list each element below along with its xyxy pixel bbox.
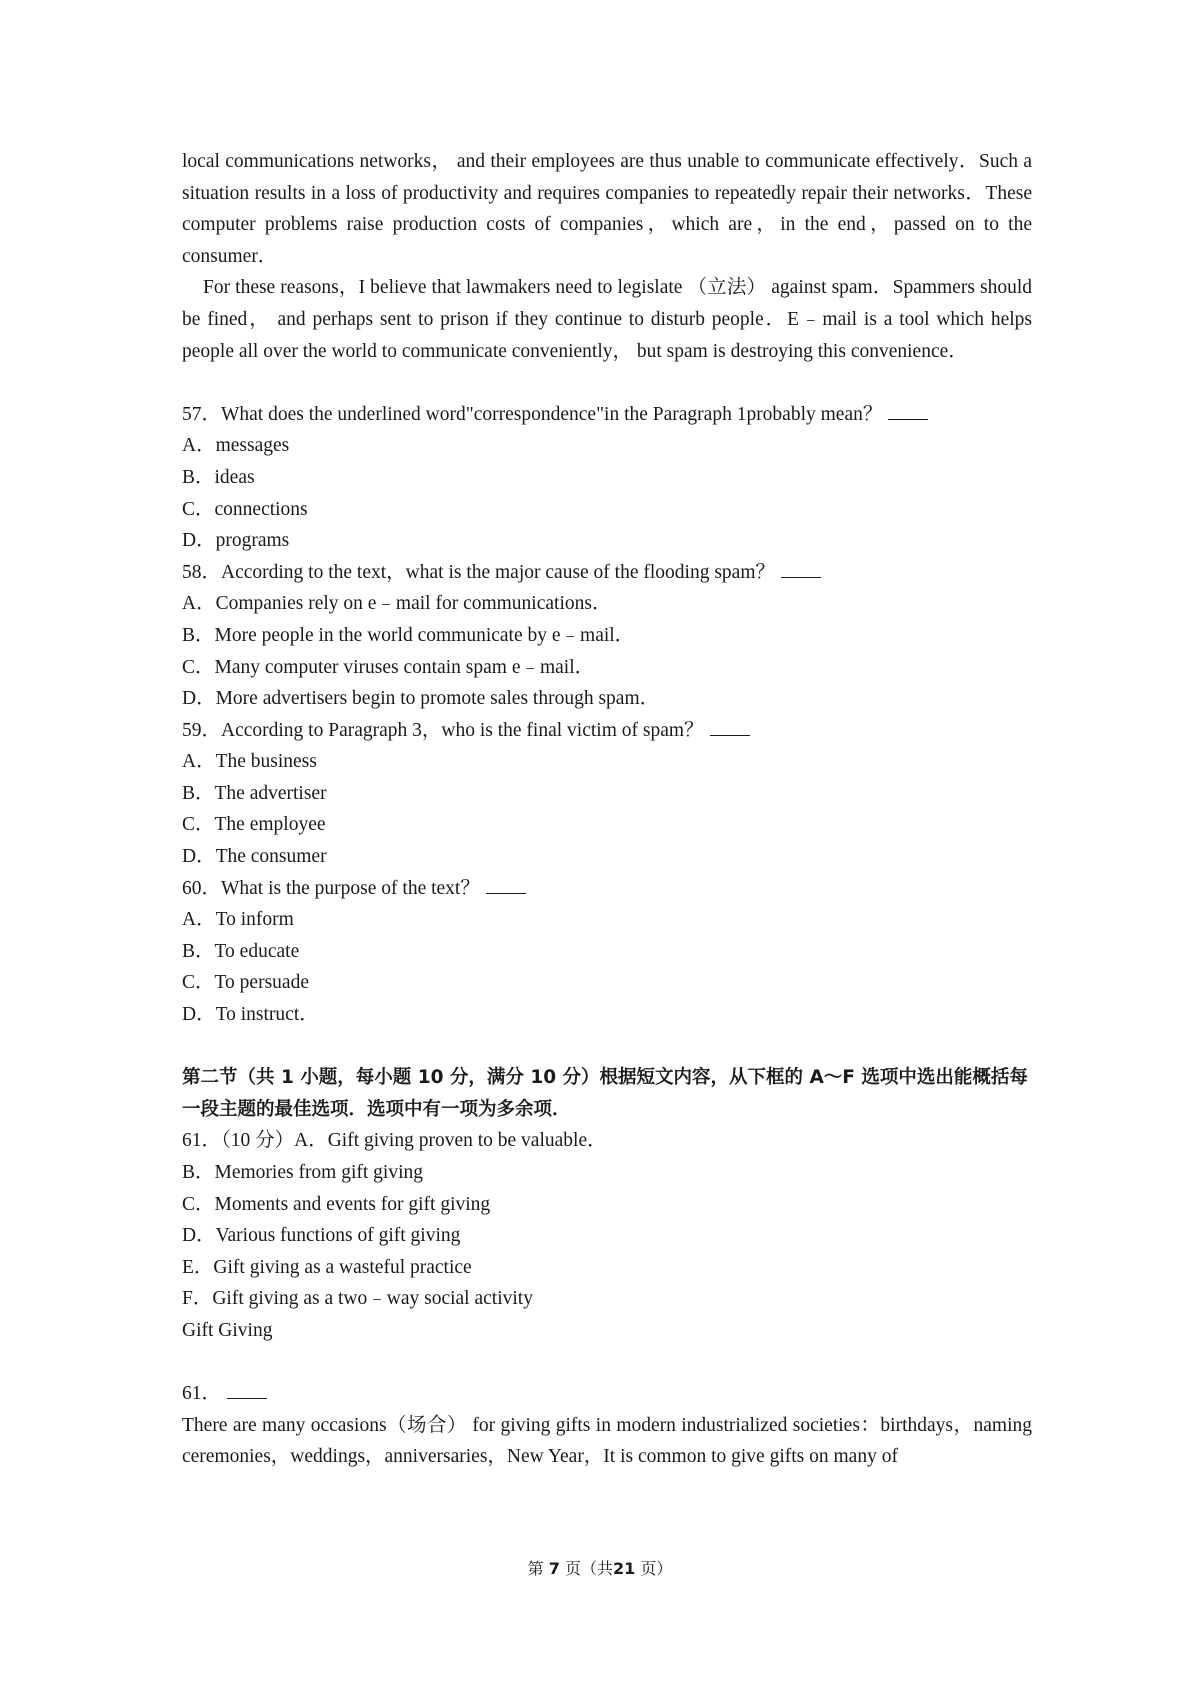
question-60 [182, 873, 1032, 1031]
option-a[interactable]: A．Companies rely on e﹣mail for communications． [182, 593, 612, 615]
page-number: 7 [548, 1559, 560, 1578]
option-d[interactable]: D．To instruct． [182, 1004, 319, 1026]
option-b[interactable]: B．The advertiser [182, 782, 327, 804]
passage-paragraph-final: For these reasons，I believe that lawmakers need to legislate （立法） against spam．Spammers should be fined， and perhaps sent to prison if they continue to disturb people．E﹣mail is a tool which helps people all over the world to communicate conveniently， but spam is destroying this convenience． [182, 277, 1032, 362]
question-57 [182, 399, 1032, 557]
question-stem: 57．What does the underlined word"correspondence"in the Paragraph 1probably mean？ [182, 399, 1032, 431]
option-c[interactable]: C．To persuade [182, 972, 309, 994]
option-e[interactable]: E．Gift giving as a wasteful practice [182, 1256, 472, 1278]
option-b[interactable]: B．ideas [182, 466, 255, 488]
section-heading: 第二节（共 1 小题，每小题 10 分，满分 10 分）根据短文内容，从下框的 A～F 选项中选出能概括每一段主题的最佳选项．选项中有一项为多余项． [182, 1067, 1028, 1120]
option-a[interactable]: A．The business [182, 751, 317, 773]
page-content [182, 146, 1032, 1473]
question-59 [182, 715, 1032, 873]
option-d[interactable]: D．programs [182, 530, 290, 552]
answer-blank[interactable] [227, 1380, 267, 1399]
blank-61: 61． [182, 1378, 1032, 1410]
option-c[interactable]: C．Moments and events for gift giving [182, 1193, 491, 1215]
spacer [182, 1347, 1032, 1379]
answer-blank[interactable] [486, 875, 526, 894]
question-61-first-option[interactable]: 61．（10 分）A．Gift giving proven to be valuable． [182, 1130, 607, 1152]
question-stem: 60．What is the purpose of the text？ [182, 873, 1032, 905]
option-d[interactable]: D．Various functions of gift giving [182, 1225, 461, 1247]
article-title: Gift Giving [182, 1319, 273, 1341]
spacer [182, 1031, 1032, 1063]
option-d[interactable]: D．More advertisers begin to promote sales through spam． [182, 688, 660, 710]
option-c[interactable]: C．The employee [182, 814, 326, 836]
spacer [182, 367, 1032, 399]
page-total: 21 [612, 1559, 636, 1578]
option-a[interactable]: A．messages [182, 435, 290, 457]
option-f[interactable]: F．Gift giving as a two﹣way social activity [182, 1288, 533, 1310]
question-stem: 58．According to the text，what is the major cause of the flooding spam？ [182, 557, 1032, 589]
page-footer: 第 7 页（共21 页） [527, 1559, 673, 1578]
answer-blank[interactable] [710, 717, 750, 736]
option-a[interactable]: A．To inform [182, 909, 294, 931]
passage-paragraph-continued: local communications networks， and their employees are thus unable to communicate effectively．Such a situation results in a loss of productivity and requires companies to repeatedly repair their networks．These computer problems raise production costs of companies，which are，in the end，passed on to the consumer． [182, 151, 1032, 267]
option-c[interactable]: C．Many computer viruses contain spam e﹣mail． [182, 656, 595, 678]
question-stem: 59．According to Paragraph 3，who is the final victim of spam？ [182, 715, 1032, 747]
option-b[interactable]: B．To educate [182, 940, 300, 962]
option-d[interactable]: D．The consumer [182, 846, 327, 868]
option-b[interactable]: B．More people in the world communicate by e﹣mail． [182, 624, 635, 646]
question-58 [182, 557, 1032, 715]
option-b[interactable]: B．Memories from gift giving [182, 1162, 424, 1183]
article-paragraph: There are many occasions（场合） for giving gifts in modern industrialized societies：birthdays，naming ceremonies，weddings，anniversaries，New Year，It is common to give gifts on many of [182, 1414, 1032, 1468]
option-c[interactable]: C．connections [182, 498, 308, 520]
answer-blank[interactable] [781, 559, 821, 578]
answer-blank[interactable] [888, 401, 928, 420]
